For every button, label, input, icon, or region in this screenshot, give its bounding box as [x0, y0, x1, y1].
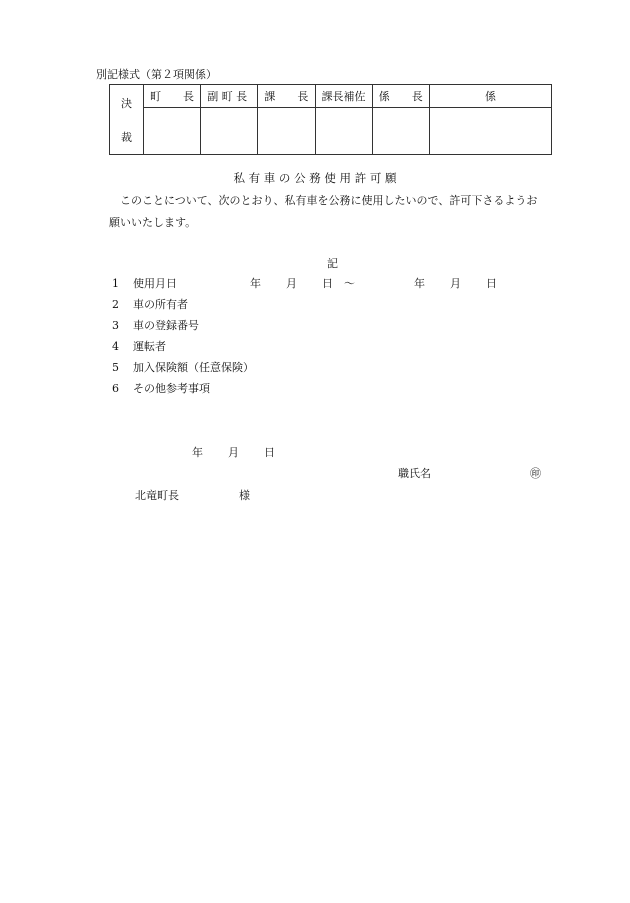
approval-table [109, 84, 552, 155]
list-item [112, 317, 199, 333]
stamp-cell[interactable] [144, 108, 201, 155]
honorific: 様 [239, 489, 250, 502]
item-number: 5 [112, 361, 119, 374]
form-label: 別記様式（第２項関係） [96, 68, 217, 81]
decision-char: 決 [121, 96, 132, 110]
usage-end-year: 年 [414, 277, 425, 290]
list-item [112, 296, 188, 312]
list-item [112, 359, 254, 375]
item-label: 使用月日 [133, 277, 177, 290]
decision-cell [110, 85, 144, 155]
header-cell-unit-chief: 係 長 [372, 85, 429, 108]
stamp-cell[interactable] [315, 108, 372, 155]
item-number: 6 [112, 382, 119, 395]
header-cell-mayor: 町 長 [144, 85, 201, 108]
seal-mark: ㊞ [530, 467, 541, 480]
item-number: 4 [112, 340, 119, 353]
decision-char: 裁 [121, 130, 132, 144]
header-cell-section-chief: 課 長 [258, 85, 315, 108]
item-number: 3 [112, 319, 119, 332]
date-day: 日 [264, 446, 275, 459]
usage-end-day: 日 [486, 277, 497, 290]
item-label: 車の登録番号 [133, 319, 199, 332]
document-title: 私 有 車 の 公 務 使 用 許 可 願 [233, 171, 397, 185]
staff-name-label: 職氏名 [398, 467, 431, 480]
usage-tilde: ～ [344, 277, 355, 290]
header-cell-assistant-chief: 課長補佐 [315, 85, 372, 108]
item-number: 1 [112, 277, 119, 290]
intro-line-2: 願いいたします。 [109, 216, 197, 229]
item-number: 2 [112, 298, 119, 311]
item-label: その他参考事項 [133, 382, 210, 395]
list-item [112, 275, 177, 291]
item-label: 加入保険額（任意保険） [133, 361, 254, 374]
intro-line-1: このことについて、次のとおり、私有車を公務に使用したいので、許可下さるようお [120, 194, 538, 207]
usage-start-month: 月 [286, 277, 297, 290]
usage-end-month: 月 [450, 277, 461, 290]
stamp-cell[interactable] [430, 108, 552, 155]
date-month: 月 [228, 446, 239, 459]
usage-start-year: 年 [250, 277, 261, 290]
item-label: 運転者 [133, 340, 166, 353]
stamp-cell[interactable] [201, 108, 258, 155]
addressee: 北竜町長 [135, 489, 179, 502]
list-item [112, 338, 166, 354]
date-year: 年 [192, 446, 203, 459]
list-item [112, 380, 210, 396]
item-label: 車の所有者 [133, 298, 188, 311]
header-cell-deputy-mayor: 副 町 長 [201, 85, 258, 108]
usage-start-day: 日 [322, 277, 333, 290]
stamp-cell[interactable] [258, 108, 315, 155]
ki-heading: 記 [327, 257, 338, 270]
stamp-cell[interactable] [372, 108, 429, 155]
header-cell-staff: 係 [430, 85, 552, 108]
